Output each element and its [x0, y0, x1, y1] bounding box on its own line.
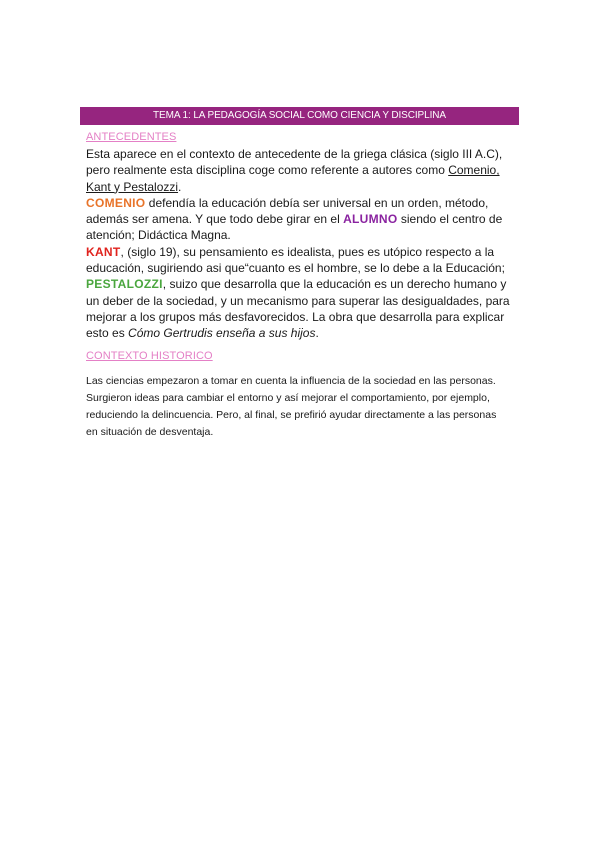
intro-paragraph [86, 146, 516, 195]
pestalozzi-work-title: Cómo Gertrudis enseña a sus hijos [128, 326, 316, 341]
comenio-text-b: siendo el centro de atención; Didáctica Magna. [86, 212, 503, 243]
comenio-text-a: defendía la educación debía ser universal en un orden, método, además ser amena. Y que todo debe girar en el [86, 195, 489, 227]
pestalozzi-text: , suizo que desarrolla que la educación es un derecho humano y un deber de la sociedad, y un mecanismo para superar las desigualdades, para mejorar a los grupos más desfavorecidos. La obra que desarrolla para explicar esto es [86, 277, 510, 341]
alumno-keyword: ALUMNO [343, 212, 398, 227]
kant-name: KANT [86, 244, 121, 259]
pestalozzi-name: PESTALOZZI [86, 277, 163, 292]
kant-paragraph [86, 244, 516, 277]
intro-authors: Comenio, Kant y Pestalozzi [86, 163, 500, 194]
kant-text: , (siglo 19), su pensamiento es idealista, pues es utópico respecto a la educación, sugiriendo asi que“cuanto es el hombre, se lo debe a la Educación; [86, 244, 505, 276]
contexto-body [86, 373, 506, 441]
comenio-name: COMENIO [86, 195, 146, 210]
contexto-heading: CONTEXTO HISTORICO [86, 350, 213, 362]
pestalozzi-paragraph [86, 276, 516, 341]
topic-title-banner: TEMA 1: LA PEDAGOGÍA SOCIAL COMO CIENCIA Y DISCIPLINA [80, 107, 519, 125]
pestalozzi-end: . [315, 326, 319, 341]
intro-end: . [178, 179, 182, 194]
intro-text: Esta aparece en el contexto de antecedente de la griega clásica (siglo III A.C), pero realmente esta disciplina coge como referente a autores como [86, 147, 503, 178]
antecedentes-body [86, 146, 516, 342]
comenio-paragraph [86, 195, 516, 244]
contexto-paragraph: Las ciencias empezaron a tomar en cuenta la influencia de la sociedad en las personas. Surgieron ideas para cambiar el entorno y así mejorar el comportamiento, por ejemplo, reduciendo la delincuencia. Pero, al final, se prefirió ayudar directamente a las personas en situación de desventaja. [86, 375, 497, 438]
antecedentes-heading: ANTECEDENTES [86, 131, 177, 143]
